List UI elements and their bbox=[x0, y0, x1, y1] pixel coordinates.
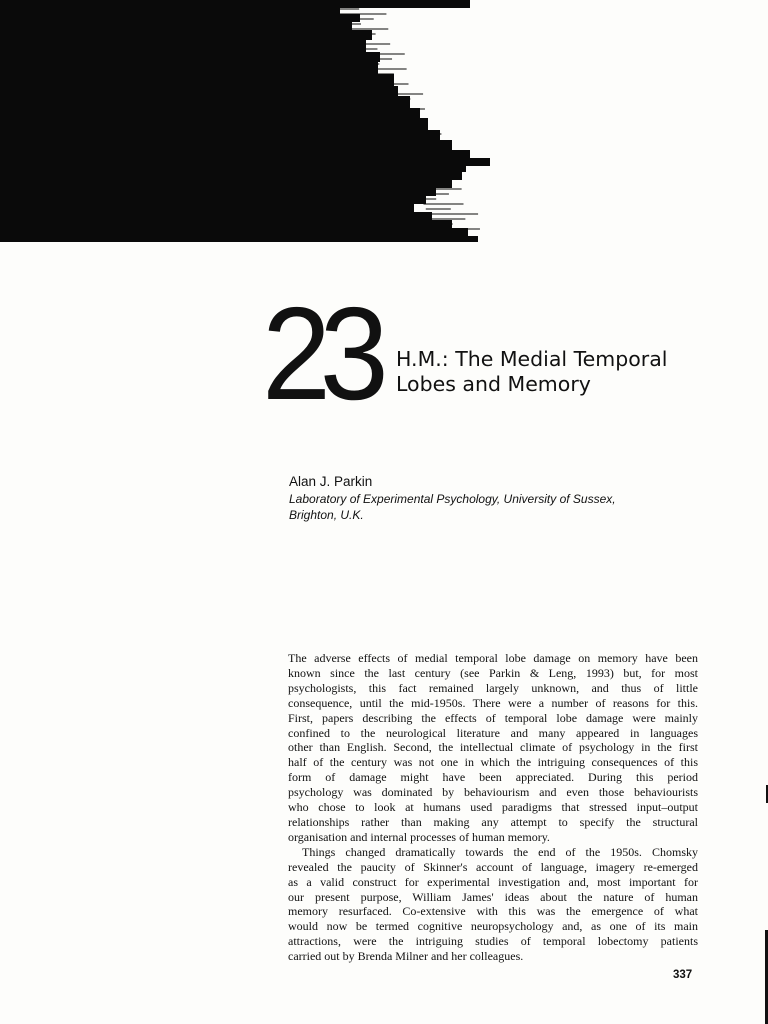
body-line: form of damage might have been appreciated. During this period bbox=[288, 770, 698, 785]
chapter-title-line: Lobes and Memory bbox=[396, 372, 591, 396]
body-line: consequence, until the mid-1950s. There were a number of reasons for this. bbox=[288, 695, 698, 710]
chapter-header-banner bbox=[0, 0, 490, 245]
body-line: other than English. Second, the intellectual climate of psychology in the first bbox=[288, 740, 698, 755]
body-line: First, papers describing the effects of temporal lobe damage were mainly bbox=[288, 710, 698, 725]
chapter-title-line: H.M.: The Medial Temporal bbox=[396, 347, 668, 371]
affiliation-line: Laboratory of Experimental Psychology, University of Sussex, bbox=[289, 492, 616, 506]
body-line: revealed the paucity of Skinner's account of language, imagery re-emerged bbox=[288, 859, 698, 874]
chapter-title bbox=[396, 347, 736, 397]
body-line: psychologists, this fact remained largely unknown, and thus of little bbox=[288, 680, 698, 695]
body-line: as a valid construct for experimental investigation and, most important for bbox=[288, 874, 698, 889]
body-line: The adverse effects of medial temporal lobe damage on memory have been bbox=[288, 651, 698, 665]
affiliation-line: Brighton, U.K. bbox=[289, 507, 364, 522]
body-line: confined to the neurological literature and many appeared in languages bbox=[288, 725, 698, 740]
page-number: 337 bbox=[673, 969, 693, 981]
chapter-number: 23 bbox=[262, 280, 378, 427]
author-affiliation bbox=[289, 492, 709, 523]
body-line: Things changed dramatically towards the end of the 1950s. Chomsky bbox=[302, 844, 698, 859]
body-line: known since the last century (see Parkin & Leng, 1993) but, for most bbox=[288, 665, 698, 680]
body-line: psychology was dominated by behaviourism and even those behaviourists bbox=[288, 785, 698, 800]
body-line: memory resurfaced. Co-extensive with this was the emergence of what bbox=[288, 904, 698, 919]
body-line: who chose to look at humans used paradigms that stressed input–output bbox=[288, 800, 698, 815]
body-line: carried out by Brenda Milner and her colleagues. bbox=[288, 949, 524, 964]
body-line: organisation and internal processes of human memory. bbox=[288, 829, 550, 844]
body-line: half of the century was not one in which the intriguing consequences of this bbox=[288, 755, 698, 770]
body-line: relationships rather than making any attempt to specify the structural bbox=[288, 814, 698, 829]
body-line: our present purpose, William James' ideas about the nature of human bbox=[288, 889, 698, 904]
author-name: Alan J. Parkin bbox=[289, 474, 373, 489]
body-line: would now be termed cognitive neuropsychology and, as one of its main bbox=[288, 919, 698, 934]
body-line: attractions, were the intriguing studies of temporal lobectomy patients bbox=[288, 934, 698, 949]
body-text bbox=[288, 651, 698, 964]
